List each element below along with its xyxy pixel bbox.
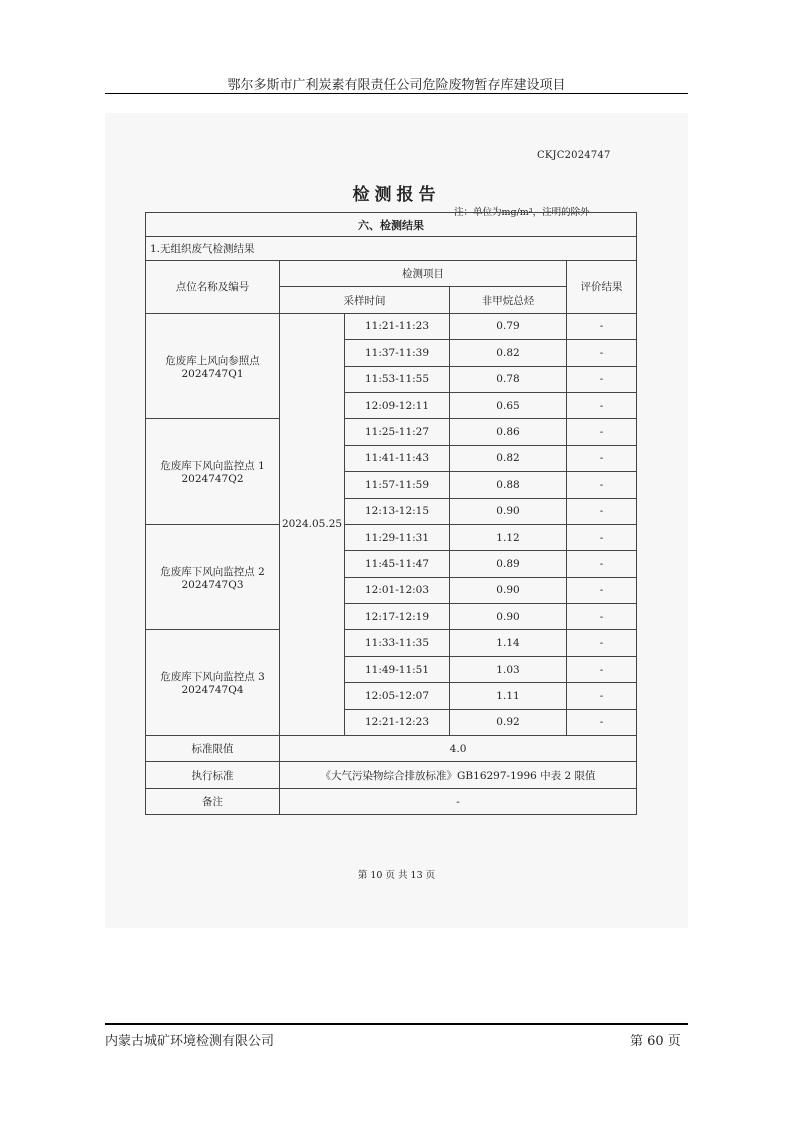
table-row [146,419,637,445]
section-title: 六、检测结果 [146,213,637,237]
nmhc-value: 0.78 [450,366,567,392]
col-header-point: 点位名称及编号 [146,261,280,314]
eval-result: - [567,366,637,392]
limit-row [146,736,637,762]
subsection-title: 1.无组织废气检测结果 [146,237,637,261]
sampling-time: 11:21-11:23 [345,313,450,339]
header-row-1 [146,261,637,287]
point-code: 2024747Q2 [181,473,244,486]
col-header-nmhc: 非甲烷总烃 [450,287,567,313]
sampling-date: 2024.05.25 [280,313,345,735]
eval-result: - [567,604,637,630]
sampling-time: 11:25-11:27 [345,419,450,445]
sampling-time: 11:49-11:51 [345,656,450,682]
col-header-eval: 评价结果 [567,261,637,314]
report-title: 检测报告 [352,185,441,205]
nmhc-value: 0.90 [450,604,567,630]
eval-result: - [567,313,637,339]
subsection-row [146,237,637,261]
point-code: 2024747Q4 [181,684,244,697]
eval-result: - [567,498,637,524]
eval-result: - [567,445,637,471]
nmhc-value: 0.86 [450,419,567,445]
eval-result: - [567,524,637,550]
sampling-time: 12:05-12:07 [345,683,450,709]
table-row [146,313,637,339]
nmhc-value: 1.11 [450,683,567,709]
eval-result: - [567,419,637,445]
eval-result: - [567,551,637,577]
eval-result: - [567,683,637,709]
limit-row-value: 4.0 [280,736,637,762]
footer-company: 内蒙古城矿环境检测有限公司 [105,1034,275,1049]
report-code: CKJC2024747 [537,150,611,161]
nmhc-value: 1.12 [450,524,567,550]
eval-result: - [567,472,637,498]
point-cell [146,419,280,525]
header-divider [105,93,688,94]
sampling-time: 11:57-11:59 [345,472,450,498]
point-cell [146,524,280,630]
standard-row-value: 《大气污染物综合排放标准》GB16297-1996 中表 2 限值 [280,762,637,788]
standard-row-label: 执行标准 [146,762,280,788]
footer-page-number: 第 60 页 [630,1034,681,1049]
col-header-time: 采样时间 [280,287,450,313]
footer-divider [105,1023,688,1025]
point-name: 危废库下风向监控点 1 [160,460,265,473]
eval-result: - [567,392,637,418]
remark-row-label: 备注 [146,788,280,814]
point-name: 危废库上风向参照点 [165,354,260,367]
sampling-time: 12:09-12:11 [345,392,450,418]
sampling-time: 11:53-11:55 [345,366,450,392]
section-row [146,213,637,237]
inner-page-number: 第 10 页 共 13 页 [357,870,436,881]
document-header: 鄂尔多斯市广利炭素有限责任公司危险废物暂存库建设项目 [227,78,566,93]
nmhc-value: 0.92 [450,709,567,735]
table-row [146,524,637,550]
table-row [146,630,637,656]
sampling-time: 11:45-11:47 [345,551,450,577]
eval-result: - [567,577,637,603]
point-code: 2024747Q1 [181,367,244,380]
col-header-item: 检测项目 [280,261,567,287]
remark-row-value: - [280,788,637,814]
sampling-time: 12:01-12:03 [345,577,450,603]
limit-row-label: 标准限值 [146,736,280,762]
sampling-time: 11:33-11:35 [345,630,450,656]
remark-row [146,788,637,814]
eval-result: - [567,630,637,656]
nmhc-value: 0.65 [450,392,567,418]
eval-result: - [567,709,637,735]
nmhc-value: 0.90 [450,577,567,603]
results-table-body [146,213,637,815]
standard-row [146,762,637,788]
point-cell [146,630,280,736]
nmhc-value: 0.79 [450,313,567,339]
nmhc-value: 0.89 [450,551,567,577]
nmhc-value: 1.03 [450,656,567,682]
sampling-time: 11:29-11:31 [345,524,450,550]
results-table [145,212,637,815]
point-name: 危废库下风向监控点 2 [160,565,265,578]
nmhc-value: 0.90 [450,498,567,524]
sampling-time: 12:21-12:23 [345,709,450,735]
sampling-time: 11:41-11:43 [345,445,450,471]
nmhc-value: 0.88 [450,472,567,498]
nmhc-value: 0.82 [450,445,567,471]
sampling-time: 11:37-11:39 [345,340,450,366]
point-code: 2024747Q3 [181,578,244,591]
eval-result: - [567,340,637,366]
sampling-time: 12:13-12:15 [345,498,450,524]
sampling-time: 12:17-12:19 [345,604,450,630]
nmhc-value: 1.14 [450,630,567,656]
nmhc-value: 0.82 [450,340,567,366]
unit-note: 注：单位为mg/m³，注明的除外 [454,207,590,218]
eval-result: - [567,656,637,682]
point-cell [146,313,280,419]
point-name: 危废库下风向监控点 3 [160,671,265,684]
